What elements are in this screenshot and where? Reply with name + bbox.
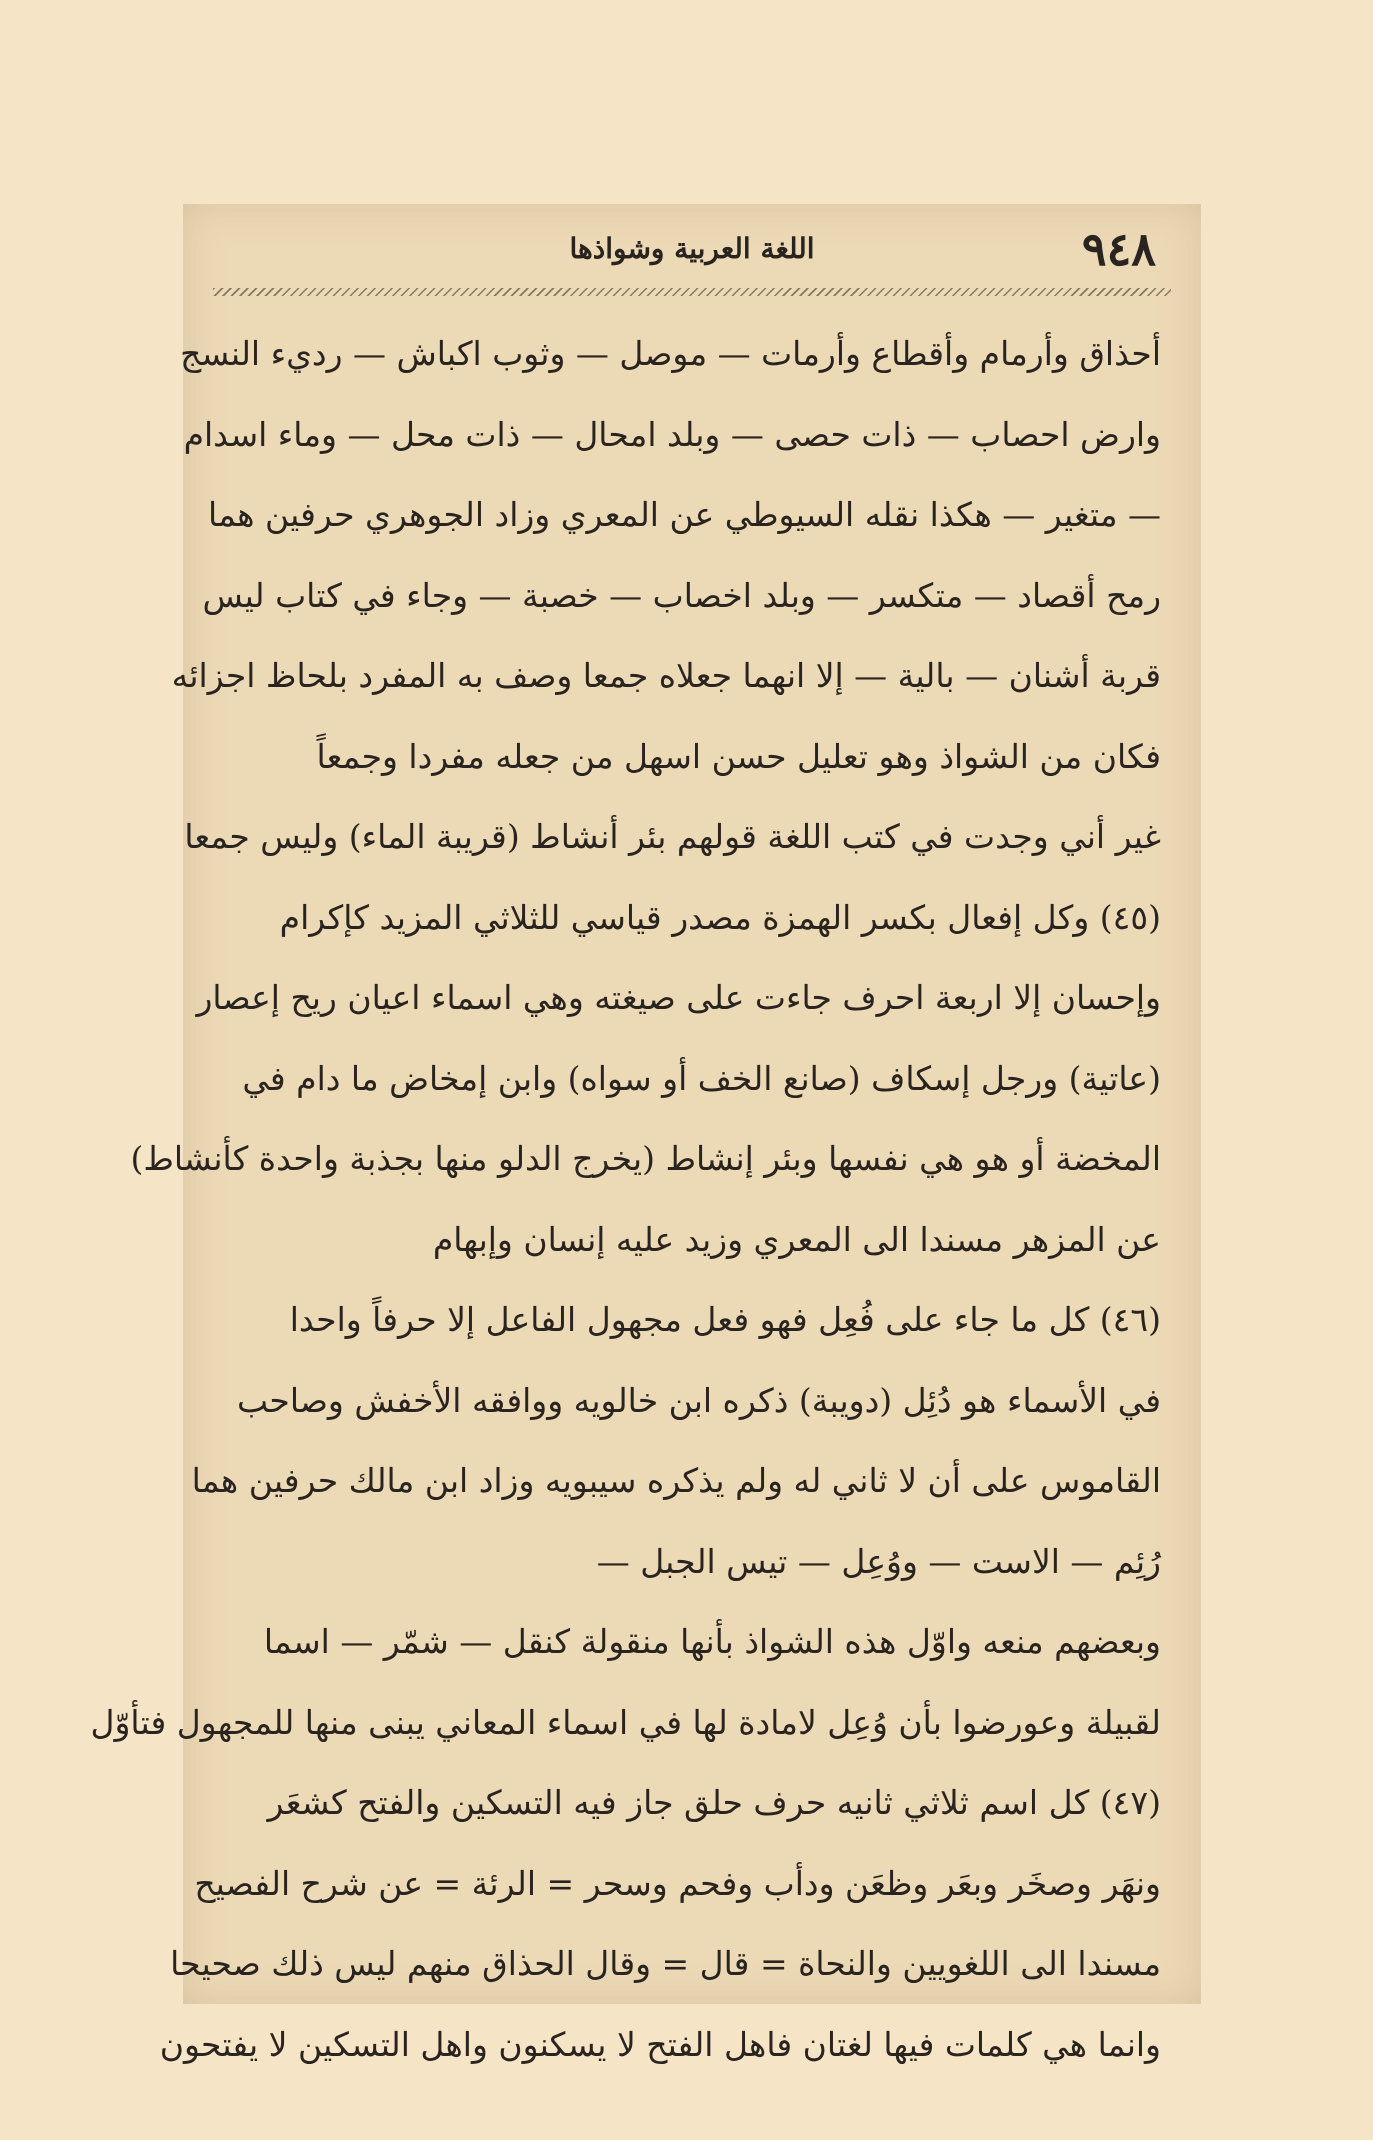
- page-body: [90, 314, 1161, 2085]
- text-line: رُئِم — الاست — ووُعِل — تيس الجبل —: [596, 1541, 1161, 1581]
- text-line: القاموس على أن لا ثاني له ولم يذكره سيبويه وزاد ابن مالك حرفين هما: [191, 1461, 1161, 1500]
- text-line: (٤٧) كل اسم ثلاثي ثانيه حرف حلق جاز فيه التسكين والفتح كشعَر: [267, 1783, 1161, 1822]
- text-line: قربة أشنان — بالية — إلا انهما جعلاه جمعا وصف به المفرد بلحاظ اجزائه: [171, 656, 1161, 695]
- text-line: وبعضهم منعه واوّل هذه الشواذ بأنها منقولة كنقل — شمّر — اسما: [263, 1622, 1161, 1661]
- text-line: أحذاق وأرمام وأقطاع وأرمات — موصل — وثوب اكباش — رديء النسج: [180, 334, 1161, 373]
- page-number: ٩٤٨: [1081, 222, 1156, 276]
- text-line: عن المزهر مسندا الى المعري وزيد عليه إنسان وإبهام: [432, 1219, 1161, 1259]
- text-line: في الأسماء هو دُئِل (دويبة) ذكره ابن خالويه ووافقه الأخفش وصاحب: [237, 1380, 1161, 1420]
- book-page: [90, 204, 1201, 2064]
- page-header: [218, 222, 1166, 282]
- text-line: غير أني وجدت في كتب اللغة قولهم بئر أنشاط (قريبة الماء) وليس جمعا: [184, 817, 1161, 856]
- text-line: ونهَر وصخَر وبعَر وظعَن ودأب وفحم وسحر = الرئة = عن شرح الفصيح: [194, 1863, 1161, 1903]
- text-line: المخضة أو هو هي نفسها وبئر إنشاط (يخرج الدلو منها بجذبة واحدة كأنشاط): [130, 1139, 1161, 1178]
- text-line: مسندا الى اللغويين والنحاة = قال = وقال الحذاق منهم ليس ذلك صحيحا: [170, 1944, 1161, 1983]
- text-line: رمح أقصاد — متكسر — وبلد اخصاب — خصبة — وجاء في كتاب ليس: [202, 575, 1161, 615]
- text-line: فكان من الشواذ وهو تعليل حسن اسهل من جعله مفردا وجمعاً: [316, 736, 1161, 776]
- text-line: (عاتية) ورجل إسكاف (صانع الخف أو سواه) وابن إمخاض ما دام في: [242, 1058, 1161, 1098]
- text-line: (٤٥) وكل إفعال بكسر الهمزة مصدر قياسي للثلاثي المزيد كإكرام: [279, 897, 1161, 937]
- text-line: وارض احصاب — ذات حصى — وبلد امحال — ذات محل — وماء اسدام: [183, 414, 1161, 454]
- text-line: وانما هي كلمات فيها لغتان فاهل الفتح لا يسكنون واهل التسكين لا يفتحون: [159, 2024, 1161, 2064]
- text-line: لقبيلة وعورضوا بأن وُعِل لامادة لها في اسماء المعاني يبنى منها للمجهول فتأوّل: [90, 1702, 1161, 1742]
- text-line: (٤٦) كل ما جاء على فُعِل فهو فعل مجهول الفاعل إلا حرفاً واحدا: [289, 1300, 1161, 1339]
- header-divider: [213, 288, 1171, 296]
- text-line: — متغير — هكذا نقله السيوطي عن المعري وزاد الجوهري حرفين هما: [208, 495, 1161, 534]
- text-line: وإحسان إلا اربعة احرف جاءت على صيغته وهي اسماء اعيان ريح إعصار: [196, 978, 1161, 1017]
- running-title: اللغة العربية وشواذها: [569, 232, 815, 265]
